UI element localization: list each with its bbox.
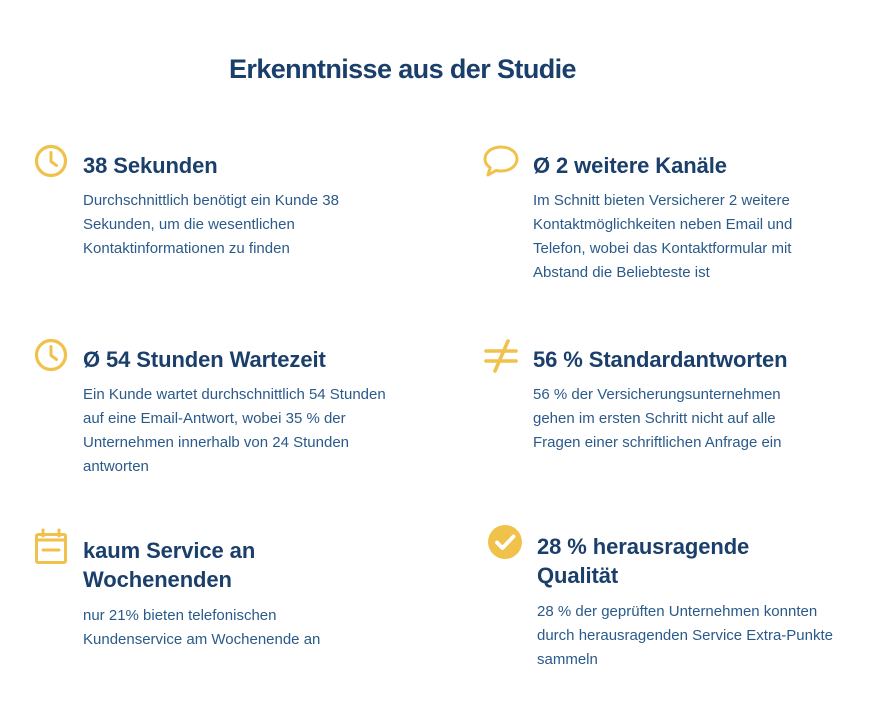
feature-heading: kaum Service an Wochenenden	[83, 538, 256, 592]
feature-text: Im Schnitt bieten Versicherer 2 weitere Kontaktmöglichkeiten neben Email und Telefon, wobei das Kontaktformular mit Abstand die Beliebteste ist	[533, 192, 793, 281]
feature-text: 56 % der Versicherungsunternehmen gehen im ersten Schritt nicht auf alle Fragen einer schriftlichen Anfrage ein	[533, 386, 782, 451]
not-equal-icon	[484, 338, 518, 374]
feature-heading: Ø 2 weitere Kanäle	[533, 153, 727, 178]
clock-icon	[34, 144, 68, 178]
speech-bubble-icon	[482, 144, 520, 178]
feature-heading: 28 % herausragende Qualität	[537, 534, 750, 588]
feature-heading: Ø 54 Stunden Wartezeit	[83, 347, 326, 372]
feature-text: nur 21% bieten telefonischen Kundenservice am Wochenende an	[83, 607, 321, 648]
page-title: Erkenntnisse aus der Studie	[229, 54, 576, 84]
calendar-icon	[34, 528, 68, 566]
feature-text: Durchschnittlich benötigt ein Kunde 38 Sekunden, um die wesentlichen Kontaktinformationen zu finden	[83, 192, 339, 257]
feature-heading: 38 Sekunden	[83, 153, 218, 178]
clock-icon	[34, 338, 68, 372]
check-circle-icon	[487, 524, 523, 560]
feature-heading: 56 % Standardantworten	[533, 347, 788, 372]
feature-text: Ein Kunde wartet durchschnittlich 54 Stunden auf eine Email-Antwort, wobei 35 % der Unternehmen innerhalb von 24 Stunden antworten	[83, 386, 386, 475]
feature-text: 28 % der geprüften Unternehmen konnten durch herausragenden Service Extra-Punkte sammeln	[537, 603, 834, 668]
